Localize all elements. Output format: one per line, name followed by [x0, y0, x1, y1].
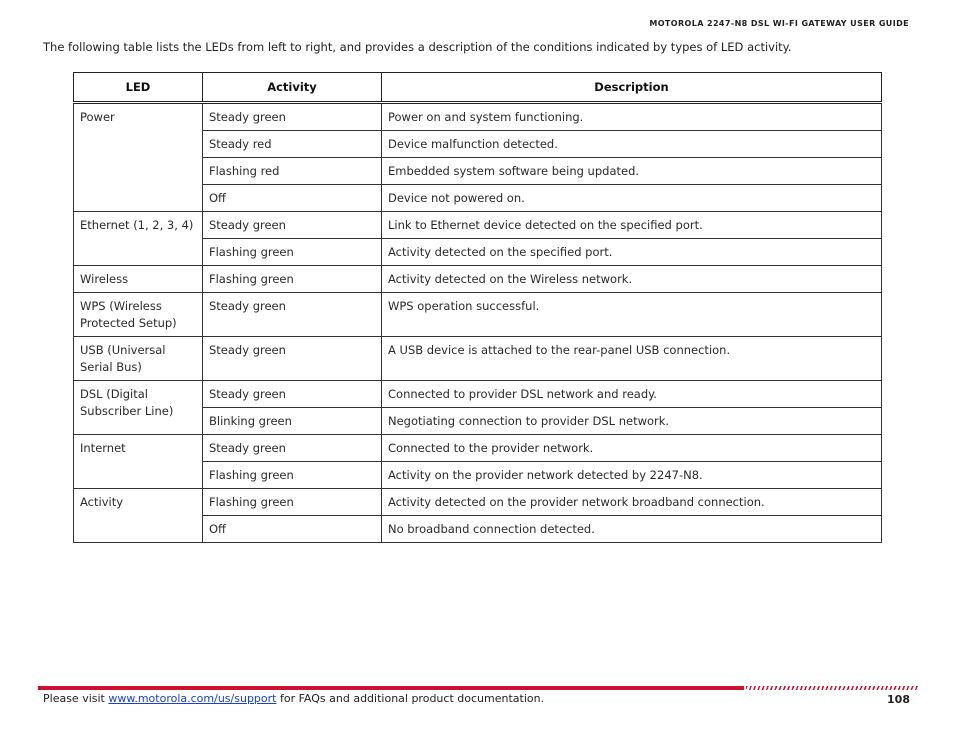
description-cell: WPS operation successful. — [382, 293, 882, 337]
description-cell: Activity detected on the Wireless network. — [382, 266, 882, 293]
document-header-title: MOTOROLA 2247-N8 DSL WI-FI GATEWAY USER GUIDE — [649, 19, 909, 28]
activity-cell: Blinking green — [203, 408, 382, 435]
activity-cell: Steady green — [203, 381, 382, 408]
footer-divider — [38, 686, 918, 690]
description-cell: Device malfunction detected. — [382, 131, 882, 158]
description-cell: Activity on the provider network detected by 2247-N8. — [382, 462, 882, 489]
led-name-cell: Ethernet (1, 2, 3, 4) — [74, 212, 203, 266]
footer-note — [43, 692, 544, 705]
led-name-cell: Power — [74, 103, 203, 212]
description-cell: Device not powered on. — [382, 185, 882, 212]
activity-cell: Off — [203, 516, 382, 543]
description-cell: Power on and system functioning. — [382, 103, 882, 131]
activity-cell: Flashing red — [203, 158, 382, 185]
table-row — [74, 103, 882, 131]
activity-cell: Steady green — [203, 293, 382, 337]
table-row — [74, 381, 882, 408]
activity-cell: Flashing green — [203, 266, 382, 293]
table-row — [74, 435, 882, 462]
activity-cell: Flashing green — [203, 462, 382, 489]
led-name-cell: Activity — [74, 489, 203, 543]
table-row — [74, 293, 882, 337]
footer-divider-solid — [38, 686, 744, 690]
description-cell: Connected to the provider network. — [382, 435, 882, 462]
description-cell: Connected to provider DSL network and ready. — [382, 381, 882, 408]
column-header-led: LED — [74, 73, 203, 103]
led-name-cell: USB (Universal Serial Bus) — [74, 337, 203, 381]
description-cell: Embedded system software being updated. — [382, 158, 882, 185]
activity-cell: Flashing green — [203, 489, 382, 516]
activity-cell: Flashing green — [203, 239, 382, 266]
description-cell: Link to Ethernet device detected on the specified port. — [382, 212, 882, 239]
description-cell: Activity detected on the specified port. — [382, 239, 882, 266]
led-name-cell: DSL (Digital Subscriber Line) — [74, 381, 203, 435]
led-name-cell: WPS (Wireless Protected Setup) — [74, 293, 203, 337]
description-cell: Activity detected on the provider network broadband connection. — [382, 489, 882, 516]
led-name-cell: Internet — [74, 435, 203, 489]
footer-suffix: for FAQs and additional product documentation. — [276, 692, 545, 705]
table-header-row — [74, 73, 882, 103]
page-number: 108 — [887, 693, 910, 706]
description-cell: Negotiating connection to provider DSL network. — [382, 408, 882, 435]
table-row — [74, 266, 882, 293]
support-link[interactable]: www.motorola.com/us/support — [108, 692, 277, 705]
table-row — [74, 337, 882, 381]
footer-divider-hatched — [746, 686, 918, 690]
column-header-description: Description — [382, 73, 882, 103]
activity-cell: Steady green — [203, 103, 382, 131]
column-header-activity: Activity — [203, 73, 382, 103]
description-cell: A USB device is attached to the rear-panel USB connection. — [382, 337, 882, 381]
led-name-cell: Wireless — [74, 266, 203, 293]
intro-paragraph: The following table lists the LEDs from left to right, and provides a description of the conditions indicated by types of LED activity. — [43, 40, 792, 54]
activity-cell: Off — [203, 185, 382, 212]
activity-cell: Steady green — [203, 435, 382, 462]
activity-cell: Steady red — [203, 131, 382, 158]
activity-cell: Steady green — [203, 337, 382, 381]
description-cell: No broadband connection detected. — [382, 516, 882, 543]
footer-prefix: Please visit — [43, 692, 109, 705]
table-row — [74, 489, 882, 516]
activity-cell: Steady green — [203, 212, 382, 239]
table-row — [74, 212, 882, 239]
led-status-table — [73, 72, 882, 543]
